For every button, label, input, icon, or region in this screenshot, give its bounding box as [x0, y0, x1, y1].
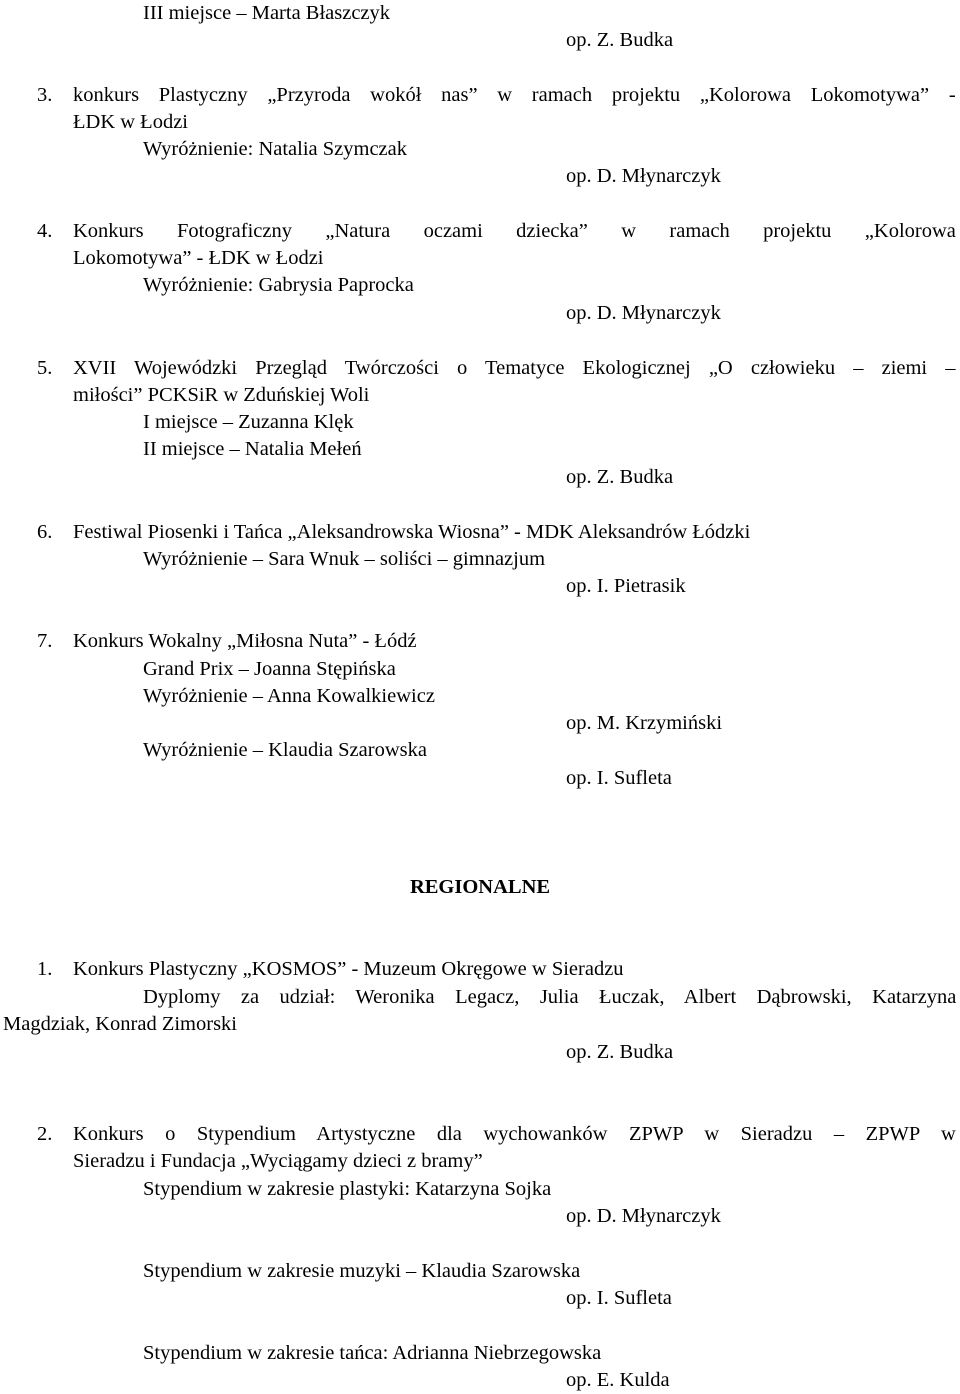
award-line: Wyróżnienie: Natalia Szymczak — [143, 138, 408, 160]
award-line: Wyróżnienie – Anna Kowalkiewicz — [143, 685, 435, 707]
item-title-cont: Lokomotywa” - ŁDK w Łodzi — [73, 247, 324, 269]
teacher-line: op. I. Sufleta — [566, 767, 672, 789]
teacher-line: op. I. Sufleta — [566, 1287, 672, 1309]
award-line-cont: Magdziak, Konrad Zimorski — [3, 1013, 237, 1035]
award-line: Wyróżnienie: Gabrysia Paprocka — [143, 274, 414, 296]
item-title-cont: ŁDK w Łodzi — [73, 111, 189, 133]
award-line: Stypendium w zakresie muzyki – Klaudia Szarowska — [143, 1260, 581, 1282]
item-title: Festiwal Piosenki i Tańca „Aleksandrowska Wiosna” - MDK Aleksandrów Łódzki — [73, 521, 751, 543]
section-heading: REGIONALNE — [409, 876, 551, 898]
teacher-line: op. I. Pietrasik — [566, 575, 686, 597]
teacher-line: op. Z. Budka — [566, 466, 674, 488]
item-number: 2. — [37, 1123, 53, 1145]
teacher-line: op. Z. Budka — [566, 29, 674, 51]
teacher-line: op. D. Młynarczyk — [566, 1205, 721, 1227]
award-line: I miejsce – Zuzanna Klęk — [143, 411, 354, 433]
item-number: 3. — [37, 84, 53, 106]
item-number: 5. — [37, 357, 53, 379]
item-title: konkurs Plastyczny „Przyroda wokół nas” w ramach projektu „Kolorowa Lokomotywa” - — [73, 84, 956, 106]
item-number: 6. — [37, 521, 53, 543]
teacher-line: op. E. Kulda — [566, 1369, 670, 1391]
item-title: Konkurs Fotograficzny „Natura oczami dziecka” w ramach projektu „Kolorowa — [73, 220, 956, 242]
award-line: Stypendium w zakresie plastyki: Katarzyna Sojka — [143, 1178, 552, 1200]
teacher-line: op. M. Krzymiński — [566, 712, 723, 734]
item-title: Konkurs Plastyczny „KOSMOS” - Muzeum Okręgowe w Sieradzu — [73, 958, 624, 980]
award-line: Wyróżnienie – Sara Wnuk – soliści – gimnazjum — [143, 548, 546, 570]
award-line: Wyróżnienie – Klaudia Szarowska — [143, 739, 427, 761]
teacher-line: op. D. Młynarczyk — [566, 302, 721, 324]
item-title: Konkurs o Stypendium Artystyczne dla wychowanków ZPWP w Sieradzu – ZPWP w — [73, 1123, 956, 1145]
item-number: 4. — [37, 220, 53, 242]
item-title: Konkurs Wokalny „Miłosna Nuta” - Łódź — [73, 630, 417, 652]
award-line: Stypendium w zakresie tańca: Adrianna Niebrzegowska — [143, 1342, 602, 1364]
award-line: Grand Prix – Joanna Stępińska — [143, 658, 396, 680]
item-number: 7. — [37, 630, 53, 652]
award-line: Dyplomy za udział: Weronika Legacz, Julia Łuczak, Albert Dąbrowski, Katarzyna — [143, 986, 957, 1008]
teacher-line: op. Z. Budka — [566, 1041, 674, 1063]
item-title-cont: Sieradzu i Fundacja „Wyciągamy dzieci z bramy” — [73, 1150, 483, 1172]
award-line: III miejsce – Marta Błaszczyk — [143, 2, 391, 24]
item-title: XVII Wojewódzki Przegląd Twórczości o Tematyce Ekologicznej „O człowieku – ziemi – — [73, 357, 956, 379]
item-number: 1. — [37, 958, 53, 980]
award-line: II miejsce – Natalia Mełeń — [143, 438, 362, 460]
item-title-cont: miłości” PCKSiR w Zduńskiej Woli — [73, 384, 370, 406]
teacher-line: op. D. Młynarczyk — [566, 165, 721, 187]
